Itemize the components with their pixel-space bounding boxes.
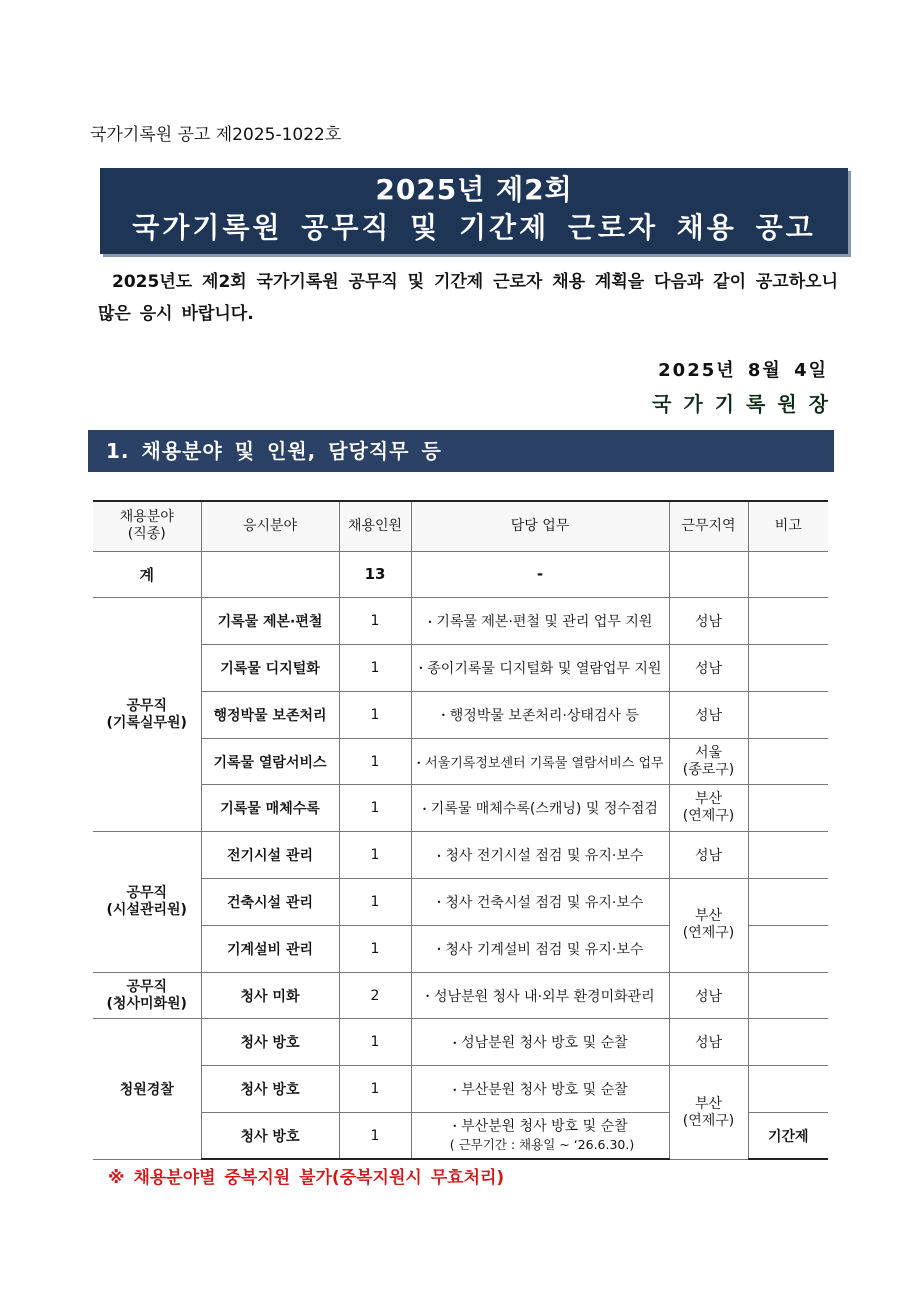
header-exam-field: 응시분야	[201, 501, 339, 551]
bullet-icon: •	[436, 945, 442, 955]
table-row	[93, 645, 828, 692]
group-records: 공무직 (기록실무원)	[93, 598, 201, 832]
total-label: 계	[93, 551, 201, 598]
group-facility: 공무직 (시설관리원)	[93, 832, 201, 972]
bullet-icon: •	[452, 1122, 458, 1132]
exam-field: 기록물 제본·편철	[201, 598, 339, 645]
recruitment-table	[93, 500, 828, 1160]
bullet-icon: •	[425, 992, 431, 1002]
exam-field: 청사 방호	[201, 1066, 339, 1113]
note	[748, 972, 828, 1019]
exam-field: 기록물 열람서비스	[201, 738, 339, 785]
location: 부산 (연제구)	[669, 785, 748, 832]
title-banner	[100, 168, 848, 254]
location: 성남	[669, 598, 748, 645]
count: 1	[339, 1019, 411, 1066]
header-count: 채용인원	[339, 501, 411, 551]
header-duty: 담당 업무	[411, 501, 669, 551]
duty: • 부산분원 청사 방호 및 순찰 ( 근무기간 : 채용일 ~ ‘26.6.30.)	[411, 1113, 669, 1160]
duty: • 부산분원 청사 방호 및 순찰	[411, 1066, 669, 1113]
bullet-icon: •	[416, 759, 422, 769]
location: 서울 (종로구)	[669, 738, 748, 785]
exam-field: 기계설비 관리	[201, 925, 339, 972]
note	[748, 691, 828, 738]
location: 부산 (연제구)	[669, 1066, 748, 1160]
exam-field: 청사 방호	[201, 1113, 339, 1160]
notice-number: 국가기록원 공고 제2025-1022호	[90, 125, 342, 145]
duty: • 기록물 제본·편철 및 관리 업무 지원	[411, 598, 669, 645]
count: 1	[339, 645, 411, 692]
count: 1	[339, 691, 411, 738]
note	[748, 785, 828, 832]
table-cell	[748, 551, 828, 598]
bullet-icon: •	[452, 1038, 458, 1048]
duty: • 청사 건축시설 점검 및 유지·보수	[411, 879, 669, 926]
table-row	[93, 738, 828, 785]
bullet-icon: •	[436, 898, 442, 908]
duplicate-application-warning: ※ 채용분야별 중복지원 불가(중복지원시 무효처리)	[108, 1168, 505, 1188]
exam-field: 기록물 디지털화	[201, 645, 339, 692]
count: 1	[339, 785, 411, 832]
location: 성남	[669, 691, 748, 738]
table-row	[93, 598, 828, 645]
duty: • 성남분원 청사 방호 및 순찰	[411, 1019, 669, 1066]
bullet-icon: •	[418, 664, 424, 674]
group-guard: 청원경찰	[93, 1019, 201, 1159]
note	[748, 598, 828, 645]
count: 1	[339, 1113, 411, 1160]
count: 1	[339, 1066, 411, 1113]
bullet-icon: •	[452, 1085, 458, 1095]
bullet-icon: •	[436, 851, 442, 861]
title-line-2: 국가기록원 공무직 및 기간제 근로자 채용 공고	[132, 211, 816, 244]
total-count: 13	[339, 551, 411, 598]
table-row	[93, 691, 828, 738]
count: 2	[339, 972, 411, 1019]
count: 1	[339, 879, 411, 926]
table-cell	[669, 551, 748, 598]
table-header-row	[93, 501, 828, 551]
total-duty: -	[411, 551, 669, 598]
note	[748, 879, 828, 926]
table-cell	[201, 551, 339, 598]
note	[748, 738, 828, 785]
bullet-icon: •	[441, 711, 446, 721]
count: 1	[339, 925, 411, 972]
duty: • 성남분원 청사 내·외부 환경미화관리	[411, 972, 669, 1019]
exam-field: 청사 방호	[201, 1019, 339, 1066]
title-line-1: 2025년 제2회	[375, 173, 573, 206]
location: 성남	[669, 1019, 748, 1066]
signer: 국가기록원장	[652, 392, 840, 416]
header-location: 근무지역	[669, 501, 748, 551]
table-row	[93, 785, 828, 832]
count: 1	[339, 738, 411, 785]
table-row	[93, 972, 828, 1019]
note	[748, 832, 828, 879]
note	[748, 1066, 828, 1113]
duty: • 청사 기계설비 점검 및 유지·보수	[411, 925, 669, 972]
duty: • 행정박물 보존처리·상태검사 등	[411, 691, 669, 738]
bullet-icon: •	[427, 617, 433, 627]
duty: • 기록물 매체수록(스캐닝) 및 정수점검	[411, 785, 669, 832]
table-row	[93, 879, 828, 926]
duty-period: ( 근무기간 : 채용일 ~ ‘26.6.30.)	[449, 1136, 635, 1152]
table-row-total	[93, 551, 828, 598]
count: 1	[339, 832, 411, 879]
duty: • 서울기록정보센터 기록물 열람서비스 업무	[411, 738, 669, 785]
exam-field: 행정박물 보존처리	[201, 691, 339, 738]
location: 성남	[669, 832, 748, 879]
table-row	[93, 832, 828, 879]
count: 1	[339, 598, 411, 645]
notice-date: 2025년 8월 4일	[658, 360, 828, 381]
duty: • 종이기록물 디지털화 및 열람업무 지원	[411, 645, 669, 692]
section-1-heading: 1. 채용분야 및 인원, 담당직무 등	[88, 430, 834, 472]
note	[748, 1019, 828, 1066]
intro-paragraph: 2025년도 제2회 국가기록원 공무직 및 기간제 근로자 채용 계획을 다음과 같이 공고하오니 많은 응시 바랍니다.	[98, 272, 838, 324]
exam-field: 건축시설 관리	[201, 879, 339, 926]
location: 성남	[669, 972, 748, 1019]
duty: • 청사 전기시설 점검 및 유지·보수	[411, 832, 669, 879]
group-cleaning: 공무직 (청사미화원)	[93, 972, 201, 1019]
exam-field: 기록물 매체수록	[201, 785, 339, 832]
table-row	[93, 1066, 828, 1113]
header-field: 채용분야 (직종)	[93, 501, 201, 551]
exam-field: 전기시설 관리	[201, 832, 339, 879]
bullet-icon: •	[422, 804, 427, 814]
header-note: 비고	[748, 501, 828, 551]
exam-field: 청사 미화	[201, 972, 339, 1019]
note	[748, 925, 828, 972]
location: 성남	[669, 645, 748, 692]
note: 기간제	[748, 1113, 828, 1160]
location: 부산 (연제구)	[669, 879, 748, 973]
table-row	[93, 1019, 828, 1066]
note	[748, 645, 828, 692]
